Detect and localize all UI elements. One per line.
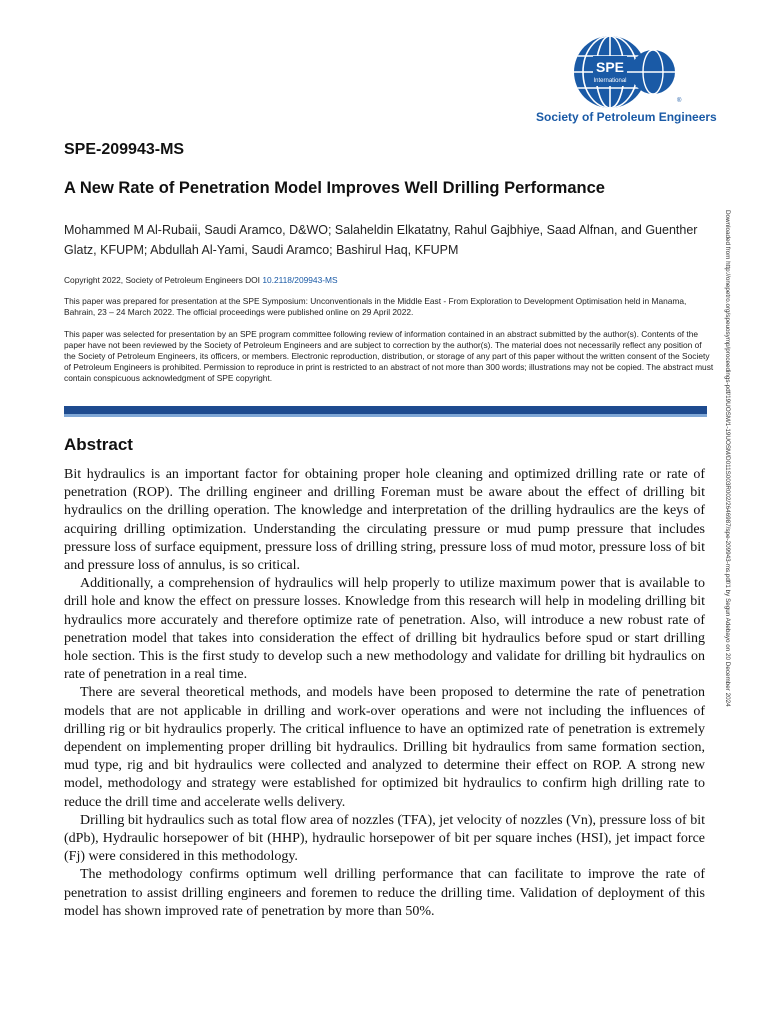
doi-link[interactable]: 10.2118/209943-MS <box>262 275 338 285</box>
paper-title: A New Rate of Penetration Model Improves Well Drilling Performance <box>64 179 605 197</box>
copyright-text: Copyright 2022, Society of Petroleum Engineers DOI <box>64 275 263 285</box>
globe-icon <box>556 34 688 110</box>
presentation-note: This paper was prepared for presentation at the SPE Symposium: Unconventionals in the Middle East - From Exploration to Development Optimisation held in Manama, Bahrain, 23 – 24 March 2022. The official proceedings were published online on 29 April 2022. <box>64 296 687 317</box>
download-note: Downloaded from http://onepetro.org/speuosymp/proceedings-pdf/19UOSM/1-19UOSM/D011S003R002/2646987/spe-209943-ms.pdf/1 by Segun Adebayo on 20 December 2024 <box>724 210 731 707</box>
copyright-line <box>64 275 714 286</box>
header-divider <box>64 406 707 417</box>
logo-tagline: Society of Petroleum Engineers <box>536 110 717 124</box>
abstract-paragraph: Drilling bit hydraulics such as total flow area of nozzles (TFA), jet velocity of nozzles (Vn), pressure loss of bit (dPb), Hydraulic horsepower of bit (HHP), hydraulic horsepower of bit per square inches (HSI), jet impact force (Fj) were considered in this methodology. <box>64 812 705 865</box>
abstract-body <box>64 466 705 921</box>
abstract-paragraph: The methodology confirms optimum well drilling performance that can facilitate to improve the rate of penetration to assist drilling engineers and foremen to reduce the drilling time. Validation of deployment of this model has shown improved rate of penetration by more than 50%. <box>64 867 705 919</box>
logo-sub: International <box>593 78 627 84</box>
logo-acronym: SPE <box>595 59 625 75</box>
abstract-paragraph: There are several theoretical methods, and models have been proposed to determine the rate of penetration models that are not applicable in drilling and work-over operations and were not including the influences of drilling rig or bit hydraulics properly. The critical influence to have an optimized rate of penetration is extremely dependent on implementing proper drilling bit hydraulics. Drilling bit hydraulics from same formation section, mud type, rig and bit hydraulics were collected and analyzed to determine their effect on ROP. A strong new model, methodology and strategy were established for optimized bit hydraulics to confirm high drilling rate to reduce the drill time and accelerate wells delivery. <box>64 685 705 810</box>
author-list: Mohammed M Al-Rubaii, Saudi Aramco, D&WO; Salaheldin Elkatatny, Rahul Gajbhiye, Saad Alfnan, and Guenther Glatz, KFUPM; Abdullah Al-Yami, Saudi Aramco; Bashirul Haq, KFUPM <box>64 223 698 257</box>
selection-note: This paper was selected for presentation by an SPE program committee following review of information contained in an abstract submitted by the author(s). Contents of the paper have not been reviewed by the Society of Petroleum Engineers and are subject to correction by the author(s). The material does not necessarily reflect any position of the Society of Petroleum Engineers, its officers, or members. Electronic reproduction, distribution, or storage of any part of this paper without the written consent of the Society of Petroleum Engineers is prohibited. Permission to reproduce in print is restricted to an abstract of not more than 300 words; illustrations may not be copied. The abstract must contain conspicuous acknowledgment of SPE copyright. <box>64 329 714 383</box>
logo-registered: ® <box>677 98 682 104</box>
abstract-heading: Abstract <box>64 435 133 454</box>
paper-id: SPE-209943-MS <box>64 141 185 158</box>
abstract-paragraph: Bit hydraulics is an important factor for obtaining proper hole cleaning and optimized drilling rate or rate of penetration (ROP). The drilling engineer and drilling Foreman must be aware about the effect of drilling bit hydraulics on the drilling operation. The knowledge and interpretation of the drilling hydraulics are the keys of acquiring drilling optimization. Understanding the circulating pressure or mud pump pressure that includes pressure loss of surface equipment, pressure loss of drilling string, pressure loss of mud motor, pressure loss of bit and pressure loss of annulus, is so critical. <box>64 467 705 574</box>
spe-logo <box>536 34 717 126</box>
abstract-paragraph: Additionally, a comprehension of hydraulics will help properly to utilize maximum power that is available to drill hole and know the effect on pressure losses. Knowledge from this research will help in modeling drilling bit hydraulics more accurately and therefore optimize rate of penetration. Also, will introduce a new robust rate of penetration model that takes into consideration the effect of drilling bit hydraulics before spud or start drilling hole section. This is the first study to develop such a new methodology and validate for drilling bit hydraulics on rate of penetration in a real time. <box>64 576 705 683</box>
